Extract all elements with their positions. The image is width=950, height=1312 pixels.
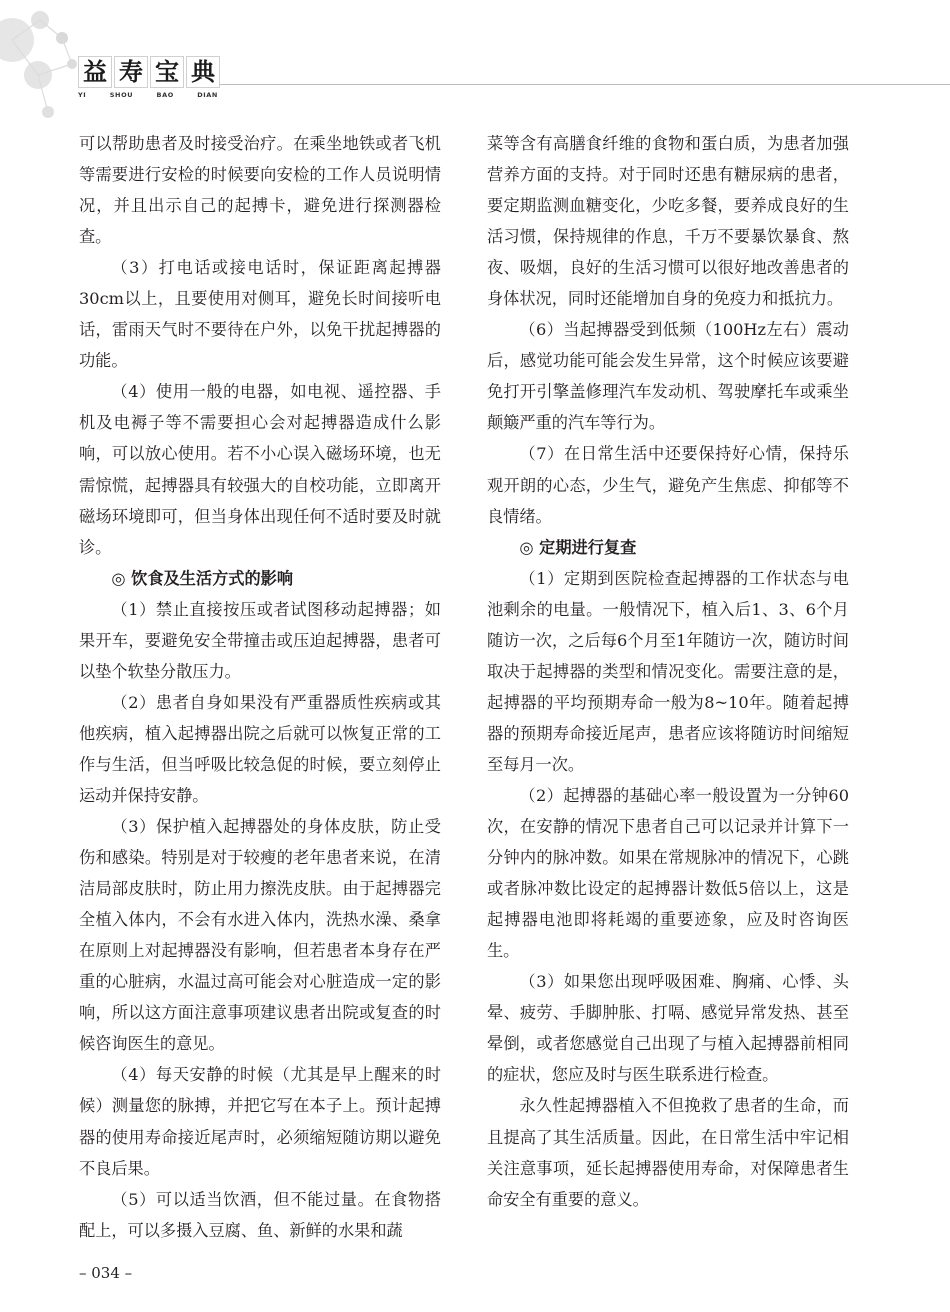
continued-paragraph: 可以帮助患者及时接受治疗。在乘坐地铁或者飞机等需要进行安检的时候要向安检的工作人员说明情况，并且出示自己的起搏卡，避免进行探测器检查。 [79, 134, 441, 247]
body-paragraph: （3）如果您出现呼吸困难、胸痛、心悸、头晕、疲劳、手脚肿胀、打嗝、感觉异常发热、甚至晕倒，或者您感觉自己出现了与植入起搏器前相同的症状，您应及时与医生联系进行检查。 [487, 972, 849, 1085]
continued-paragraph: 菜等含有高膳食纤维的食物和蛋白质，为患者加强营养方面的支持。对于同时还患有糖尿病的患者，要定期监测血糖变化，少吃多餐，要养成良好的生活习惯，保持规律的作息，千万不要暴饮暴食、熬夜、吸烟，良好的生活习惯可以很好地改善患者的身体状况，同时还能增加自身的免疫力和抵抗力。 [487, 134, 849, 309]
pinyin-syllable: BAO [156, 91, 174, 99]
logo-char: 典 [186, 56, 220, 88]
body-paragraph: 永久性起搏器植入不但挽救了患者的生命，而且提高了其生活质量。因此，在日常生活中牢记相关注意事项，延长起搏器使用寿命，对保障患者生命安全有重要的意义。 [487, 1096, 849, 1209]
logo-char: 寿 [114, 56, 148, 88]
body-paragraph: （1）定期到医院检查起搏器的工作状态与电池剩余的电量。一般情况下，植入后1、3、6个月随访一次，之后每6个月至1年随访一次，随访时间取决于起搏器的类型和情况变化。需要注意的是，起搏器的平均预期寿命一般为8~10年。随着起搏器的预期寿命接近尾声，患者应该将随访时间缩短至每月一次。 [487, 568, 849, 774]
page-header [0, 0, 950, 130]
body-paragraph: （1）禁止直接按压或者试图移动起搏器；如果开车，要避免安全带撞击或压迫起搏器，患者可以垫个软垫分散压力。 [79, 599, 441, 681]
logo-char: 宝 [150, 56, 184, 88]
page-number: – 034 – [79, 1264, 133, 1282]
right-column [487, 128, 849, 1215]
body-paragraph: （5）可以适当饮酒，但不能过量。在食物搭配上，可以多摄入豆腐、鱼、新鲜的水果和蔬 [79, 1189, 441, 1240]
logo-char: 益 [78, 56, 112, 88]
body-paragraph: （2）起搏器的基础心率一般设置为一分钟60次，在安静的情况下患者自己可以记录并计算下一分钟内的脉冲数。如果在常规脉冲的情况下，心跳或者脉冲数比设定的起搏器计数低5倍以上，这是起搏器电池即将耗竭的重要迹象，应及时咨询医生。 [487, 785, 849, 961]
body-paragraph: （3）打电话或接电话时，保证距离起搏器30cm以上，且要使用对侧耳，避免长时间接听电话，雷雨天气时不要待在户外，以免干扰起搏器的功能。 [79, 258, 441, 371]
header-rule [220, 84, 950, 85]
pinyin-syllable: YI [78, 91, 87, 99]
body-paragraph: （6）当起搏器受到低频（100Hz左右）震动后，感觉功能可能会发生异常，这个时候应该要避免打开引擎盖修理汽车发动机、驾驶摩托车或乘坐颠簸严重的汽车等行为。 [487, 320, 849, 433]
body-paragraph: （7）在日常生活中还要保持好心情，保持乐观开朗的心态，少生气，避免产生焦虑、抑郁等不良情绪。 [487, 444, 849, 526]
body-paragraph: （3）保护植入起搏器处的身体皮肤，防止受伤和感染。特别是对于较瘦的老年患者来说，在清洁局部皮肤时，防止用力擦洗皮肤。由于起搏器完全植入体内，不会有水进入体内，洗热水澡、桑拿在原则上对起搏器没有影响，但若患者本身存在严重的心脏病，水温过高可能会对心脏造成一定的影响，所以这方面注意事项建议患者出院或复查的时候咨询医生的意见。 [79, 817, 441, 1054]
body-paragraph: （4）使用一般的电器，如电视、遥控器、手机及电褥子等不需要担心会对起搏器造成什么影响，可以放心使用。若不小心误入磁场环境，也无需惊慌，起搏器具有较强大的自校功能，立即离开磁场环境即可，但当身体出现任何不适时要及时就诊。 [79, 382, 441, 557]
pinyin-syllable: DIAN [197, 91, 218, 99]
left-column [79, 128, 441, 1246]
section-heading: ◎ 定期进行复查 [519, 537, 637, 557]
body-paragraph: （2）患者自身如果没有严重器质性疾病或其他疾病，植入起搏器出院之后就可以恢复正常的工作与生活，但当呼吸比较急促的时候，要立刻停止运动并保持安静。 [79, 692, 441, 805]
body-paragraph: （4）每天安静的时候（尤其是早上醒来的时候）测量您的脉搏，并把它写在本子上。预计起搏器的使用寿命接近尾声时，必须缩短随访期以避免不良后果。 [79, 1065, 441, 1178]
section-heading: ◎ 饮食及生活方式的影响 [111, 568, 294, 588]
pinyin-syllable: SHOU [109, 91, 134, 99]
book-logo [78, 56, 220, 88]
logo-pinyin [78, 91, 218, 99]
